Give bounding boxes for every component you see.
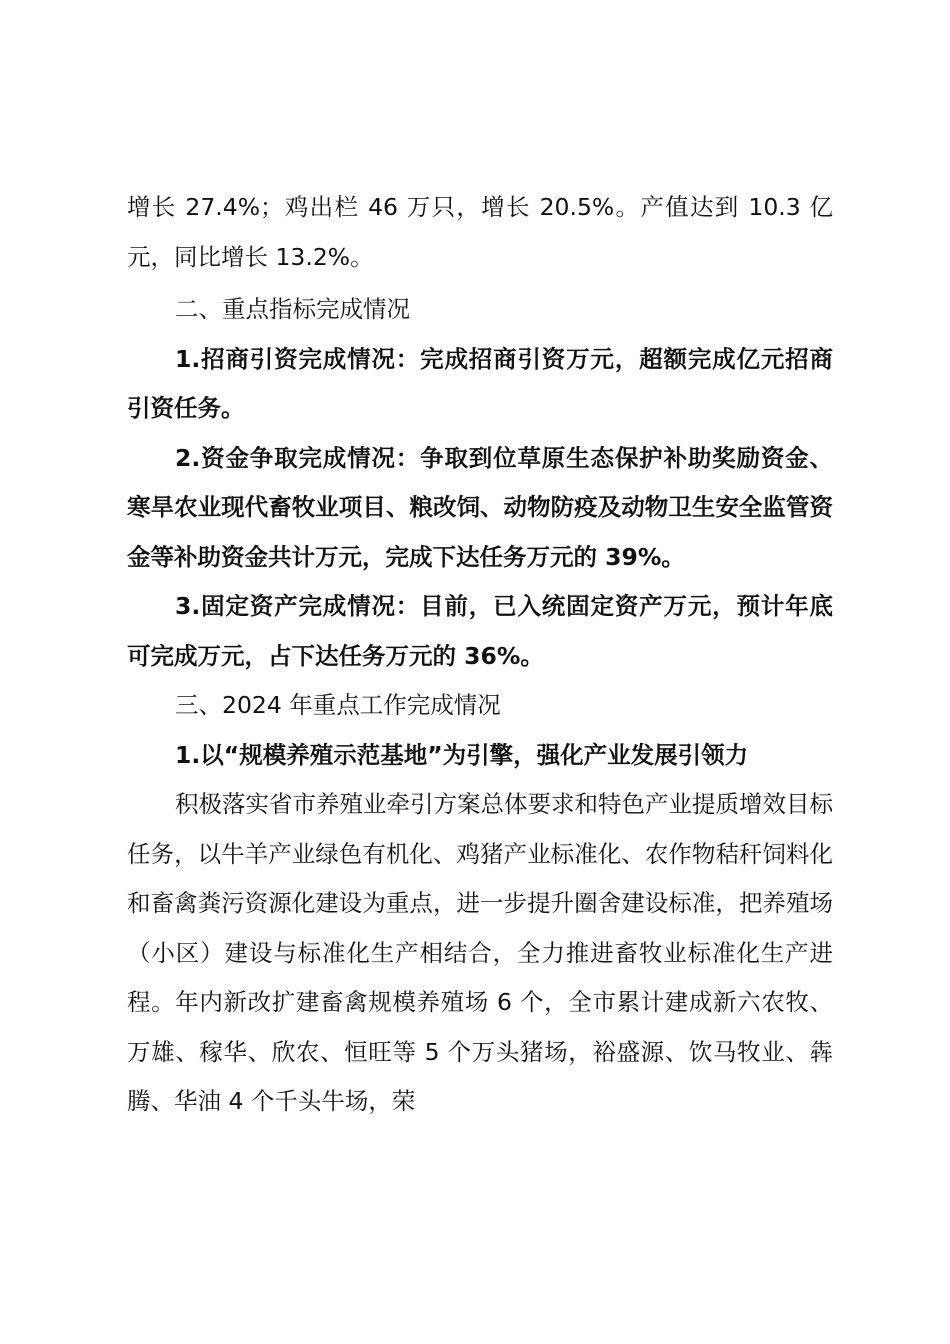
indicator-fixed-assets-paragraph: 3.固定资产完成情况：目前，已入统固定资产万元，预计年底可完成万元，占下达任务万元的 36%。	[127, 592, 833, 670]
subsection-heading-demo-base: 1.以“规模养殖示范基地”为引擎，强化产业发展引领力	[175, 740, 749, 769]
continued-paragraph: 增长 27.4%；鸡出栏 46 万只，增长 20.5%。产值达到 10.3 亿元，同比增长 13.2%。	[127, 193, 833, 271]
main-text-block	[127, 285, 833, 1127]
continued-paragraph-block	[127, 183, 833, 282]
indicator-investment-paragraph: 1.招商引资完成情况：完成招商引资万元，超额完成亿元招商引资任务。	[127, 344, 833, 422]
body-paragraph-standardization: 积极落实省市养殖业牵引方案总体要求和特色产业提质增效目标任务，以牛羊产业绿色有机化、鸡猪产业标准化、农作物秸秆饲料化和畜禽粪污资源化建设为重点，进一步提升圈舍建设标准，把养殖场（小区）建设与标准化生产相结合，全力推进畜牧业标准化生产进程。年内新改扩建畜禽规模养殖场 6 个，全市累计建成新六农牧、万雄、稼华、欣农、恒旺等 5 个万头猪场，裕盛源、饮马牧业、犇腾、华油 4 个千头牛场，荣	[127, 790, 833, 1115]
indicator-funding-paragraph: 2.资金争取完成情况：争取到位草原生态保护补助奖励资金、寒旱农业现代畜牧业项目、粮改饲、动物防疫及动物卫生安全监管资金等补助资金共计万元，完成下达任务万元的 39%。	[127, 443, 833, 571]
section-heading-key-work: 三、2024 年重点工作完成情况	[175, 691, 501, 719]
section-heading-key-indicators: 二、重点指标完成情况	[175, 295, 410, 323]
